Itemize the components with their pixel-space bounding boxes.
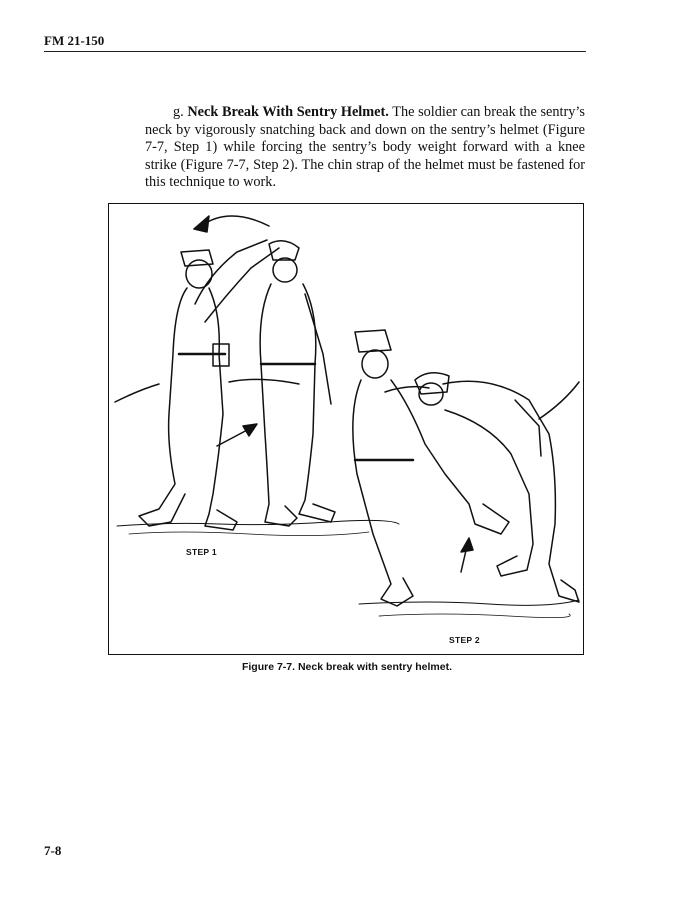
- arrowhead: [243, 424, 257, 436]
- paragraph-marker: g.: [173, 104, 184, 120]
- paragraph-body: The soldier can break the sentry’s neck by vigorously snatching back and down on the sentry’s helmet (Figure 7-7, Step 1) while forcing the sentry’s body weight forward with a knee strike (Figure 7-7, Step 2). The chin strap of the helmet must be fastened for this technique to work.: [145, 104, 585, 190]
- motion-curve: [539, 382, 579, 419]
- arrowhead: [194, 216, 209, 232]
- ground-line: [129, 532, 369, 536]
- step1-label: STEP 1: [186, 547, 217, 557]
- running-header: FM 21-150: [44, 33, 105, 48]
- figure-illustration: [109, 204, 583, 654]
- paragraph-heading: Neck Break With Sentry Helmet.: [187, 104, 389, 120]
- ground-line: [379, 614, 570, 618]
- page-number: 7-8: [44, 843, 62, 858]
- ground-line: [117, 520, 399, 526]
- step1-soldier-figure: [139, 240, 279, 530]
- motion-curve: [115, 384, 159, 402]
- motion-curve: [229, 379, 299, 384]
- body-paragraph: [145, 104, 585, 192]
- step2-label: STEP 2: [449, 635, 480, 645]
- figure-caption: Figure 7-7. Neck break with sentry helmet.: [241, 661, 453, 673]
- arrowhead: [461, 538, 473, 552]
- header-rule: [44, 51, 586, 52]
- figure-frame: [108, 203, 584, 655]
- step2-soldier-figure: [353, 330, 509, 606]
- helmet-pull-arrow: [201, 216, 269, 226]
